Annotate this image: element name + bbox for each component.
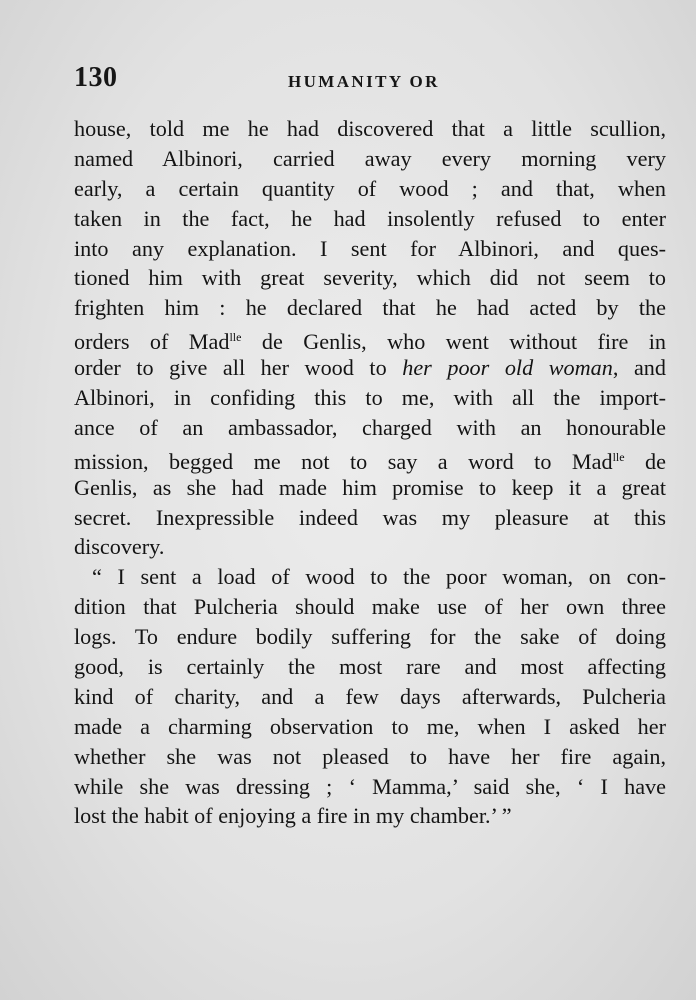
text-run: order to give all her wood to — [74, 355, 403, 381]
superscript-abbreviation: lle — [229, 330, 242, 345]
text-run: de Genlis, who went without fire in — [241, 329, 666, 355]
text-line: lost the habit of enjoying a fire in my chamber.’ ” — [74, 803, 512, 829]
body-text — [74, 114, 666, 831]
text-line: ance of an ambassador, charged with an honourable — [74, 414, 666, 440]
text-line: frighten him : he declared that he had acted by the — [74, 295, 666, 321]
running-head: HUMANITY OR — [288, 72, 440, 91]
text-line: early, a certain quantity of wood ; and that, when — [74, 175, 666, 201]
text-line: whether she was not pleased to have her fire again, — [74, 743, 666, 769]
superscript-abbreviation: lle — [612, 449, 625, 464]
text-line: secret. Inexpressible indeed was my pleasure at this — [74, 504, 666, 530]
text-line — [74, 443, 666, 473]
text-line: house, told me he had discovered that a little scullion, — [74, 116, 666, 141]
text-line: named Albinori, carried away every morning very — [74, 145, 666, 171]
text-line: while she was dressing ; ‘ Mamma,’ said she, ‘ I have — [74, 773, 666, 799]
text-run: orders of Mad — [74, 329, 230, 355]
page-number: 130 — [74, 62, 118, 93]
text-run: de — [624, 448, 666, 474]
text-line — [74, 323, 666, 353]
text-line: discovery. — [74, 534, 165, 560]
text-line: made a charming observation to me, when I asked her — [74, 713, 666, 739]
text-line: tioned him with great severity, which did not seem to — [74, 265, 666, 291]
text-line: dition that Pulcheria should make use of her own three — [74, 594, 666, 620]
page-header — [74, 62, 664, 102]
text-run: , and — [612, 355, 666, 381]
text-run: mission, begged me not to say a word to Mad — [74, 448, 613, 474]
italic-phrase: her poor old woman — [402, 355, 613, 381]
text-line: Albinori, in confiding this to me, with all the import- — [74, 385, 666, 411]
text-line: logs. To endure bodily suffering for the sake of doing — [74, 624, 666, 650]
text-line: taken in the fact, he had insolently refused to enter — [74, 205, 666, 231]
text-line — [74, 353, 666, 383]
text-line: good, is certainly the most rare and most affecting — [74, 654, 666, 680]
text-line: kind of charity, and a few days afterwards, Pulcheria — [74, 683, 666, 709]
text-line: Genlis, as she had made him promise to keep it a great — [74, 474, 666, 500]
text-line: into any explanation. I sent for Albinori, and ques- — [74, 235, 666, 261]
text-line: “ I sent a load of wood to the poor woman, on con- — [92, 564, 666, 590]
